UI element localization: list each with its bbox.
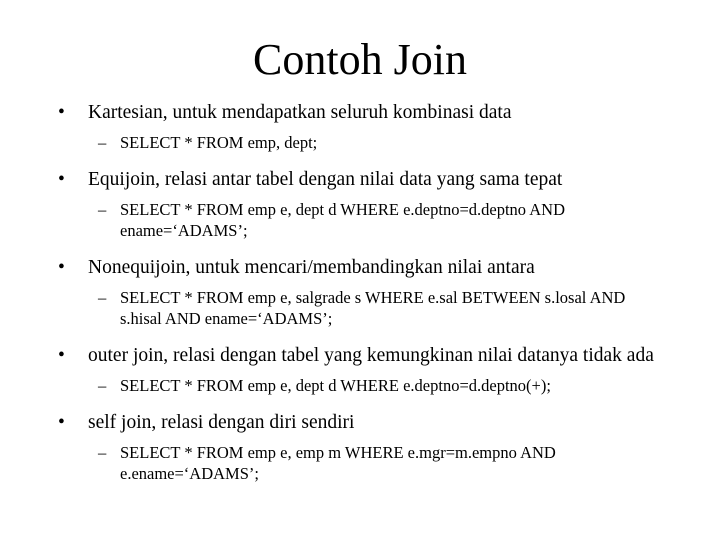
- bullet-text: self join, relasi dengan diri sendiri: [88, 412, 355, 433]
- bullet-text: Kartesian, untuk mendapatkan seluruh kombinasi data: [88, 102, 512, 123]
- bullet-text: Equijoin, relasi antar tabel dengan nilai data yang sama tepat: [88, 169, 563, 190]
- sub-item-equijoin-sql: [98, 199, 668, 241]
- sql-text: SELECT * FROM emp e, dept d WHERE e.deptno=d.deptno(+);: [120, 376, 551, 395]
- bullet-item-nonequijoin: [58, 255, 668, 280]
- sql-text: SELECT * FROM emp, dept;: [120, 133, 318, 152]
- bullet-icon: •: [58, 257, 65, 278]
- dash-icon: –: [98, 443, 107, 462]
- bullet-icon: •: [58, 169, 65, 190]
- bullet-icon: •: [58, 345, 65, 366]
- bullet-item-outer-join: [58, 343, 668, 368]
- sub-item-kartesian-sql: [98, 132, 668, 153]
- bullet-text: Nonequijoin, untuk mencari/membandingkan nilai antara: [88, 257, 535, 278]
- dash-icon: –: [98, 200, 107, 219]
- sql-text: SELECT * FROM emp e, dept d WHERE e.deptno=d.deptno AND ename=‘ADAMS’;: [120, 200, 565, 240]
- dash-icon: –: [98, 288, 107, 307]
- sql-text: SELECT * FROM emp e, emp m WHERE e.mgr=m.empno AND e.ename=‘ADAMS’;: [120, 443, 556, 483]
- sub-item-nonequijoin-sql: [98, 287, 668, 329]
- sub-item-self-join-sql: [98, 442, 668, 484]
- bullet-list: [58, 100, 668, 484]
- slide-title: Contoh Join: [253, 35, 467, 84]
- bullet-text: outer join, relasi dengan tabel yang kemungkinan nilai datanya tidak ada: [88, 345, 654, 366]
- bullet-item-self-join: [58, 410, 668, 435]
- bullet-item-equijoin: [58, 167, 668, 192]
- bullet-icon: •: [58, 412, 65, 433]
- bullet-item-kartesian: [58, 100, 668, 125]
- sql-text: SELECT * FROM emp e, salgrade s WHERE e.sal BETWEEN s.losal AND s.hisal AND ename=‘ADAMS’;: [120, 288, 626, 328]
- sub-item-outer-join-sql: [98, 375, 668, 396]
- dash-icon: –: [98, 133, 107, 152]
- dash-icon: –: [98, 376, 107, 395]
- bullet-icon: •: [58, 102, 65, 123]
